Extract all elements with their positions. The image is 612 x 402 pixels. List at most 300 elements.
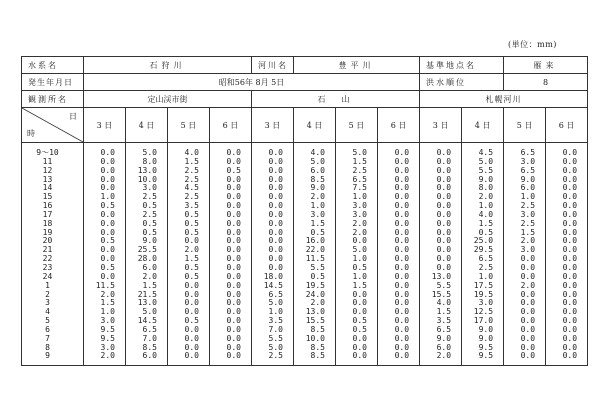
rainfall-value: 0.0 — [100, 218, 115, 228]
rainfall-value: 6.5 — [520, 148, 536, 157]
rainfall-value: 0.5 — [184, 218, 199, 228]
rainfall-value: 0.0 — [268, 236, 283, 246]
rainfall-value: 0.0 — [520, 307, 536, 317]
rainfall-value: 0.0 — [520, 262, 536, 272]
rainfall-value: 3.0 — [100, 342, 115, 352]
rainfall-value: 21.5 — [137, 289, 157, 299]
date-value: 昭和56年 8月 5日 — [84, 74, 420, 91]
hour-value: 9〜10 — [36, 148, 59, 157]
hour-label: 時 — [27, 129, 35, 138]
rainfall-value: 6.5 — [436, 324, 452, 334]
rainfall-value: 0.0 — [394, 165, 410, 175]
rainfall-value: 0.0 — [184, 351, 199, 361]
header-row-2 — [22, 74, 588, 91]
rainfall-value: 1.5 — [184, 254, 199, 264]
rainfall-value: 0.0 — [100, 148, 115, 157]
rainfall-value: 0.5 — [184, 209, 199, 219]
rainfall-table — [21, 56, 588, 366]
rainfall-value: 0.0 — [352, 298, 367, 308]
rainfall-value: 0.0 — [100, 174, 115, 184]
rainfall-value: 1.5 — [310, 218, 325, 228]
rainfall-value: 2.5 — [520, 201, 536, 211]
rainfall-value: 0.0 — [394, 245, 410, 255]
rainfall-value: 3.0 — [142, 183, 157, 193]
rainfall-value: 5.0 — [478, 156, 494, 166]
rainfall-value: 0.0 — [520, 298, 536, 308]
rainfall-value: 0.0 — [436, 192, 452, 202]
rainfall-value: 0.5 — [352, 262, 367, 272]
rainfall-value: 0.0 — [520, 271, 536, 281]
rainfall-value: 2.0 — [310, 298, 325, 308]
rainfall-value: 6.0 — [310, 165, 325, 175]
rainfall-value: 0.0 — [268, 183, 283, 193]
rainfall-value: 0.0 — [100, 227, 115, 237]
rainfall-value: 3.5 — [184, 201, 199, 211]
rainfall-value: 0.0 — [436, 148, 452, 157]
rainfall-value: 2.0 — [436, 351, 452, 361]
rainfall-value: 0.0 — [394, 324, 410, 334]
rainfall-value: 1.0 — [100, 192, 115, 202]
rainfall-value: 0.0 — [562, 254, 578, 264]
rainfall-value: 1.0 — [352, 254, 367, 264]
rainfall-value: 0.0 — [268, 218, 283, 228]
rainfall-value: 3.0 — [100, 316, 115, 326]
rainfall-value: 4.5 — [184, 183, 199, 193]
rainfall-value: 0.0 — [394, 156, 410, 166]
hour-value: 5 — [45, 316, 50, 326]
hour-value: 13 — [42, 174, 53, 184]
rainfall-value: 0.0 — [226, 192, 241, 202]
rainfall-column — [168, 143, 210, 366]
rainfall-value: 9.5 — [478, 342, 494, 352]
rainfall-value: 4.0 — [436, 298, 452, 308]
rainfall-value: 0.0 — [100, 183, 115, 193]
rainfall-value: 0.0 — [520, 289, 536, 299]
rainfall-column — [294, 143, 336, 366]
rainfall-value: 0.0 — [562, 201, 578, 211]
rainfall-value: 4.0 — [310, 148, 325, 157]
rainfall-value: 0.0 — [226, 262, 241, 272]
rainfall-value: 2.0 — [352, 218, 367, 228]
rainfall-column — [462, 143, 504, 366]
rainfall-value: 1.0 — [478, 201, 494, 211]
rainfall-value: 0.5 — [352, 316, 367, 326]
rainfall-value: 0.5 — [184, 271, 199, 281]
rainfall-value: 0.0 — [436, 254, 452, 264]
rainfall-value: 0.0 — [268, 148, 283, 157]
rainfall-value: 2.0 — [478, 192, 494, 202]
rainfall-value: 10.0 — [305, 333, 325, 343]
day-label: 日 — [69, 112, 77, 121]
rainfall-value: 6.5 — [142, 324, 157, 334]
rainfall-column — [252, 143, 294, 366]
rainfall-value: 13.0 — [137, 165, 157, 175]
rainfall-value: 0.0 — [394, 280, 410, 290]
rainfall-value: 0.0 — [394, 148, 410, 157]
hour-value: 7 — [45, 333, 50, 343]
hour-value: 14 — [42, 183, 53, 193]
rainfall-value: 0.0 — [226, 236, 241, 246]
rainfall-value: 0.0 — [562, 156, 578, 166]
rainfall-value: 15.5 — [305, 316, 325, 326]
base-point-value: 雁来 — [504, 57, 588, 74]
rainfall-value: 9.0 — [436, 333, 452, 343]
rainfall-value: 1.0 — [478, 271, 494, 281]
hour-value: 8 — [45, 342, 50, 352]
rainfall-value: 5.5 — [310, 262, 325, 272]
rainfall-value: 3.0 — [520, 245, 536, 255]
rainfall-value: 1.5 — [100, 298, 115, 308]
rainfall-value: 4.5 — [478, 148, 494, 157]
rainfall-value: 0.0 — [436, 174, 452, 184]
rainfall-value: 2.5 — [184, 174, 199, 184]
rainfall-value: 5.0 — [268, 298, 283, 308]
hour-value: 1 — [45, 280, 50, 290]
rainfall-value: 0.0 — [436, 156, 452, 166]
day-header: 5 日 — [504, 108, 546, 143]
day-header: 6 日 — [378, 108, 420, 143]
rainfall-value: 9.0 — [520, 174, 536, 184]
rainfall-value: 0.5 — [310, 271, 325, 281]
rainfall-value: 25.5 — [137, 245, 157, 255]
rainfall-column — [84, 143, 126, 366]
day-header: 5 日 — [168, 108, 210, 143]
rainfall-value: 6.0 — [142, 351, 157, 361]
rainfall-value: 6.5 — [268, 289, 283, 299]
rainfall-value: 14.5 — [137, 316, 157, 326]
day-header: 4 日 — [294, 108, 336, 143]
day-header: 5 日 — [336, 108, 378, 143]
rainfall-value: 1.0 — [268, 307, 283, 317]
rainfall-value: 1.0 — [352, 271, 367, 281]
rainfall-value: 0.0 — [100, 254, 115, 264]
rainfall-value: 19.5 — [305, 280, 325, 290]
rainfall-value: 8.0 — [142, 156, 157, 166]
rainfall-value: 0.5 — [184, 262, 199, 272]
rainfall-value: 8.5 — [142, 342, 157, 352]
rainfall-value: 9.0 — [310, 183, 325, 193]
rainfall-value: 0.0 — [562, 183, 578, 193]
rainfall-column — [504, 143, 546, 366]
hour-value: 21 — [42, 245, 53, 255]
rainfall-value: 0.0 — [562, 298, 578, 308]
rainfall-value: 2.5 — [184, 192, 199, 202]
rainfall-value: 0.0 — [562, 271, 578, 281]
rainfall-value: 2.5 — [142, 192, 157, 202]
rainfall-value: 5.5 — [478, 165, 494, 175]
rainfall-value: 9.0 — [478, 174, 494, 184]
rainfall-value: 0.5 — [184, 316, 199, 326]
rainfall-value: 3.0 — [478, 298, 494, 308]
hours-column — [22, 143, 84, 366]
rainfall-value: 0.0 — [226, 201, 241, 211]
rainfall-value: 8.5 — [310, 342, 325, 352]
rainfall-value: 0.0 — [562, 209, 578, 219]
rainfall-value: 0.0 — [226, 298, 241, 308]
rainfall-value: 0.0 — [352, 351, 367, 361]
rainfall-value: 29.5 — [473, 245, 494, 255]
rainfall-value: 8.5 — [310, 351, 325, 361]
day-header: 4 日 — [462, 108, 504, 143]
rainfall-value: 8.0 — [478, 183, 494, 193]
rainfall-value: 2.0 — [520, 236, 536, 246]
rainfall-column — [210, 143, 252, 366]
rainfall-value: 9.0 — [478, 333, 494, 343]
rainfall-value: 0.0 — [268, 174, 283, 184]
rainfall-value: 0.0 — [394, 183, 410, 193]
hour-value: 19 — [42, 227, 53, 237]
rainfall-value: 0.5 — [142, 227, 157, 237]
rainfall-value: 0.0 — [352, 333, 367, 343]
rainfall-value: 0.0 — [562, 351, 578, 361]
rainfall-value: 0.0 — [394, 289, 410, 299]
rainfall-value: 2.0 — [100, 289, 115, 299]
data-body-row — [22, 143, 588, 366]
rainfall-value: 5.0 — [352, 148, 367, 157]
rainfall-value: 0.0 — [394, 227, 410, 237]
rainfall-value: 0.0 — [184, 298, 199, 308]
rainfall-value: 3.0 — [352, 209, 367, 219]
rainfall-value: 0.0 — [562, 289, 578, 299]
rainfall-value: 0.0 — [184, 280, 199, 290]
rainfall-value: 0.0 — [394, 316, 410, 326]
rainfall-value: 2.5 — [352, 165, 367, 175]
rainfall-value: 3.0 — [520, 209, 536, 219]
rainfall-value: 2.0 — [310, 192, 325, 202]
station-name-2: 石 山 — [252, 91, 420, 108]
rainfall-value: 0.0 — [184, 333, 199, 343]
rainfall-value: 0.0 — [268, 192, 283, 202]
rainfall-value: 0.5 — [100, 201, 115, 211]
rainfall-value: 6.5 — [520, 165, 536, 175]
rainfall-value: 8.5 — [310, 174, 325, 184]
rainfall-value: 0.0 — [562, 262, 578, 272]
flood-rank-value: 8 — [504, 74, 588, 91]
rainfall-value: 2.0 — [142, 271, 157, 281]
hour-value: 4 — [45, 307, 50, 317]
rainfall-value: 0.0 — [184, 307, 199, 317]
rainfall-value: 0.0 — [352, 236, 367, 246]
rainfall-value: 0.0 — [352, 342, 367, 352]
rainfall-value: 0.0 — [394, 342, 410, 352]
rainfall-value: 0.0 — [394, 236, 410, 246]
rainfall-value: 0.0 — [394, 174, 410, 184]
rainfall-value: 0.0 — [268, 262, 283, 272]
river-value: 豊平川 — [294, 57, 420, 74]
rainfall-value: 0.0 — [394, 298, 410, 308]
rainfall-value: 0.0 — [226, 271, 241, 281]
rainfall-value: 6.0 — [520, 183, 536, 193]
rainfall-value: 0.0 — [562, 192, 578, 202]
rainfall-value: 0.5 — [142, 201, 157, 211]
rainfall-value: 13.0 — [305, 307, 325, 317]
rainfall-column — [378, 143, 420, 366]
rainfall-value: 0.0 — [394, 271, 410, 281]
rainfall-value: 0.0 — [520, 351, 536, 361]
rainfall-value: 2.0 — [352, 227, 367, 237]
hour-value: 2 — [45, 289, 50, 299]
hour-value: 12 — [42, 165, 53, 175]
rainfall-value: 0.0 — [226, 209, 241, 219]
rainfall-value: 5.0 — [142, 307, 157, 317]
rainfall-value: 0.5 — [100, 262, 115, 272]
rainfall-value: 0.0 — [436, 236, 452, 246]
hour-value: 9 — [45, 351, 50, 361]
rainfall-value: 1.5 — [352, 280, 367, 290]
station-label: 観測所名 — [22, 91, 84, 108]
rainfall-value: 9.5 — [100, 333, 115, 343]
rainfall-value: 0.0 — [226, 351, 241, 361]
rainfall-value: 0.0 — [100, 156, 115, 166]
rainfall-value: 2.0 — [100, 351, 115, 361]
rainfall-value: 0.0 — [394, 218, 410, 228]
rainfall-value: 0.0 — [268, 245, 283, 255]
day-hour-corner — [22, 108, 84, 143]
rainfall-value: 15.5 — [431, 289, 452, 299]
rainfall-value: 6.5 — [478, 254, 494, 264]
rainfall-value: 0.5 — [478, 227, 494, 237]
day-header: 6 日 — [546, 108, 588, 143]
rainfall-value: 9.0 — [142, 236, 157, 246]
rainfall-value: 1.5 — [184, 156, 199, 166]
rainfall-value: 0.0 — [394, 209, 410, 219]
rainfall-value: 0.0 — [436, 218, 452, 228]
rainfall-column — [336, 143, 378, 366]
rainfall-value: 17.5 — [473, 280, 494, 290]
rainfall-value: 19.5 — [473, 289, 494, 299]
rainfall-value: 0.0 — [226, 148, 241, 157]
rainfall-value: 0.0 — [436, 165, 452, 175]
rainfall-value: 0.0 — [562, 307, 578, 317]
rainfall-value: 3.0 — [352, 201, 367, 211]
rainfall-value: 0.0 — [100, 209, 115, 219]
rainfall-value: 4.0 — [478, 209, 494, 219]
rainfall-value: 0.0 — [562, 280, 578, 290]
hour-value: 17 — [42, 209, 53, 219]
day-header: 6 日 — [210, 108, 252, 143]
rainfall-column — [420, 143, 462, 366]
date-label: 発生年月日 — [22, 74, 84, 91]
hour-value: 6 — [45, 324, 50, 334]
rainfall-value: 12.5 — [473, 307, 494, 317]
rainfall-value: 1.5 — [352, 156, 367, 166]
rainfall-value: 9.5 — [478, 351, 494, 361]
header-row-days — [22, 108, 588, 143]
rainfall-value: 0.0 — [436, 227, 452, 237]
rainfall-value: 1.0 — [310, 201, 325, 211]
rainfall-value: 0.0 — [184, 324, 199, 334]
rainfall-value: 7.0 — [142, 333, 157, 343]
rainfall-value: 3.0 — [310, 209, 325, 219]
hour-value: 3 — [45, 298, 50, 308]
rainfall-value: 0.0 — [100, 245, 115, 255]
rainfall-value: 0.0 — [226, 289, 241, 299]
rainfall-value: 0.0 — [226, 307, 241, 317]
rainfall-value: 25.0 — [473, 236, 494, 246]
rainfall-value: 0.0 — [562, 165, 578, 175]
rainfall-value: 0.0 — [436, 262, 452, 272]
station-name-3: 札幌河川 — [420, 91, 588, 108]
rainfall-value: 0.0 — [436, 209, 452, 219]
rainfall-value: 7.0 — [268, 324, 283, 334]
hour-value: 18 — [42, 218, 53, 228]
rainfall-value: 0.0 — [436, 201, 452, 211]
rainfall-value: 0.0 — [100, 271, 115, 281]
rainfall-value: 0.0 — [226, 227, 241, 237]
rainfall-value: 5.5 — [268, 333, 283, 343]
rainfall-value: 0.5 — [226, 165, 241, 175]
unit-label: (単位：mm) — [508, 40, 557, 49]
day-header: 3 日 — [84, 108, 126, 143]
rainfall-value: 14.5 — [263, 280, 283, 290]
rainfall-value: 0.5 — [310, 227, 325, 237]
rainfall-value: 18.0 — [263, 271, 283, 281]
rainfall-value: 0.0 — [394, 262, 410, 272]
rainfall-value: 5.0 — [352, 245, 367, 255]
water-system-value: 石狩川 — [84, 57, 252, 74]
river-label: 河川名 — [252, 57, 294, 74]
rainfall-value: 1.0 — [520, 192, 536, 202]
hour-value: 22 — [42, 254, 53, 264]
rainfall-value: 9.5 — [100, 324, 115, 334]
hour-value: 15 — [42, 192, 53, 202]
rainfall-value: 0.0 — [520, 254, 536, 264]
rainfall-value: 0.0 — [226, 254, 241, 264]
rainfall-value: 8.5 — [310, 324, 325, 334]
rainfall-value: 2.5 — [184, 165, 199, 175]
flood-rank-label: 洪水順位 — [420, 74, 504, 91]
rainfall-value: 1.5 — [142, 280, 157, 290]
rainfall-value: 0.0 — [520, 324, 536, 334]
rainfall-column — [126, 143, 168, 366]
rainfall-value: 0.0 — [268, 254, 283, 264]
rainfall-value: 0.0 — [226, 316, 241, 326]
rainfall-value: 3.0 — [520, 156, 536, 166]
hour-value: 11 — [42, 156, 53, 166]
rainfall-value: 1.0 — [100, 307, 115, 317]
rainfall-value: 0.0 — [226, 324, 241, 334]
rainfall-value: 0.0 — [268, 201, 283, 211]
day-header: 3 日 — [252, 108, 294, 143]
rainfall-value: 0.0 — [226, 342, 241, 352]
rainfall-value: 1.5 — [520, 227, 536, 237]
rainfall-value: 0.0 — [562, 227, 578, 237]
hour-value: 20 — [42, 236, 53, 246]
rainfall-value: 2.0 — [520, 280, 536, 290]
rainfall-value: 0.0 — [268, 156, 283, 166]
rainfall-value: 13.0 — [431, 271, 452, 281]
rainfall-value: 3.5 — [268, 316, 283, 326]
rainfall-value: 11.5 — [305, 254, 325, 264]
rainfall-value: 0.5 — [184, 227, 199, 237]
rainfall-value: 0.0 — [520, 333, 536, 343]
rainfall-value: 6.5 — [352, 174, 367, 184]
rainfall-value: 0.0 — [184, 342, 199, 352]
header-row-1 — [22, 57, 588, 74]
rainfall-value: 13.0 — [137, 298, 157, 308]
rainfall-value: 0.0 — [394, 333, 410, 343]
rainfall-value: 0.5 — [142, 218, 157, 228]
rainfall-value: 0.0 — [226, 156, 241, 166]
rainfall-value: 0.0 — [562, 324, 578, 334]
rainfall-value: 0.0 — [562, 218, 578, 228]
rainfall-value: 1.5 — [436, 307, 452, 317]
rainfall-value: 2.5 — [142, 209, 157, 219]
rainfall-value: 28.0 — [137, 254, 157, 264]
rainfall-value: 0.0 — [226, 174, 241, 184]
rainfall-value: 4.0 — [184, 148, 199, 157]
rainfall-value: 5.5 — [436, 280, 452, 290]
